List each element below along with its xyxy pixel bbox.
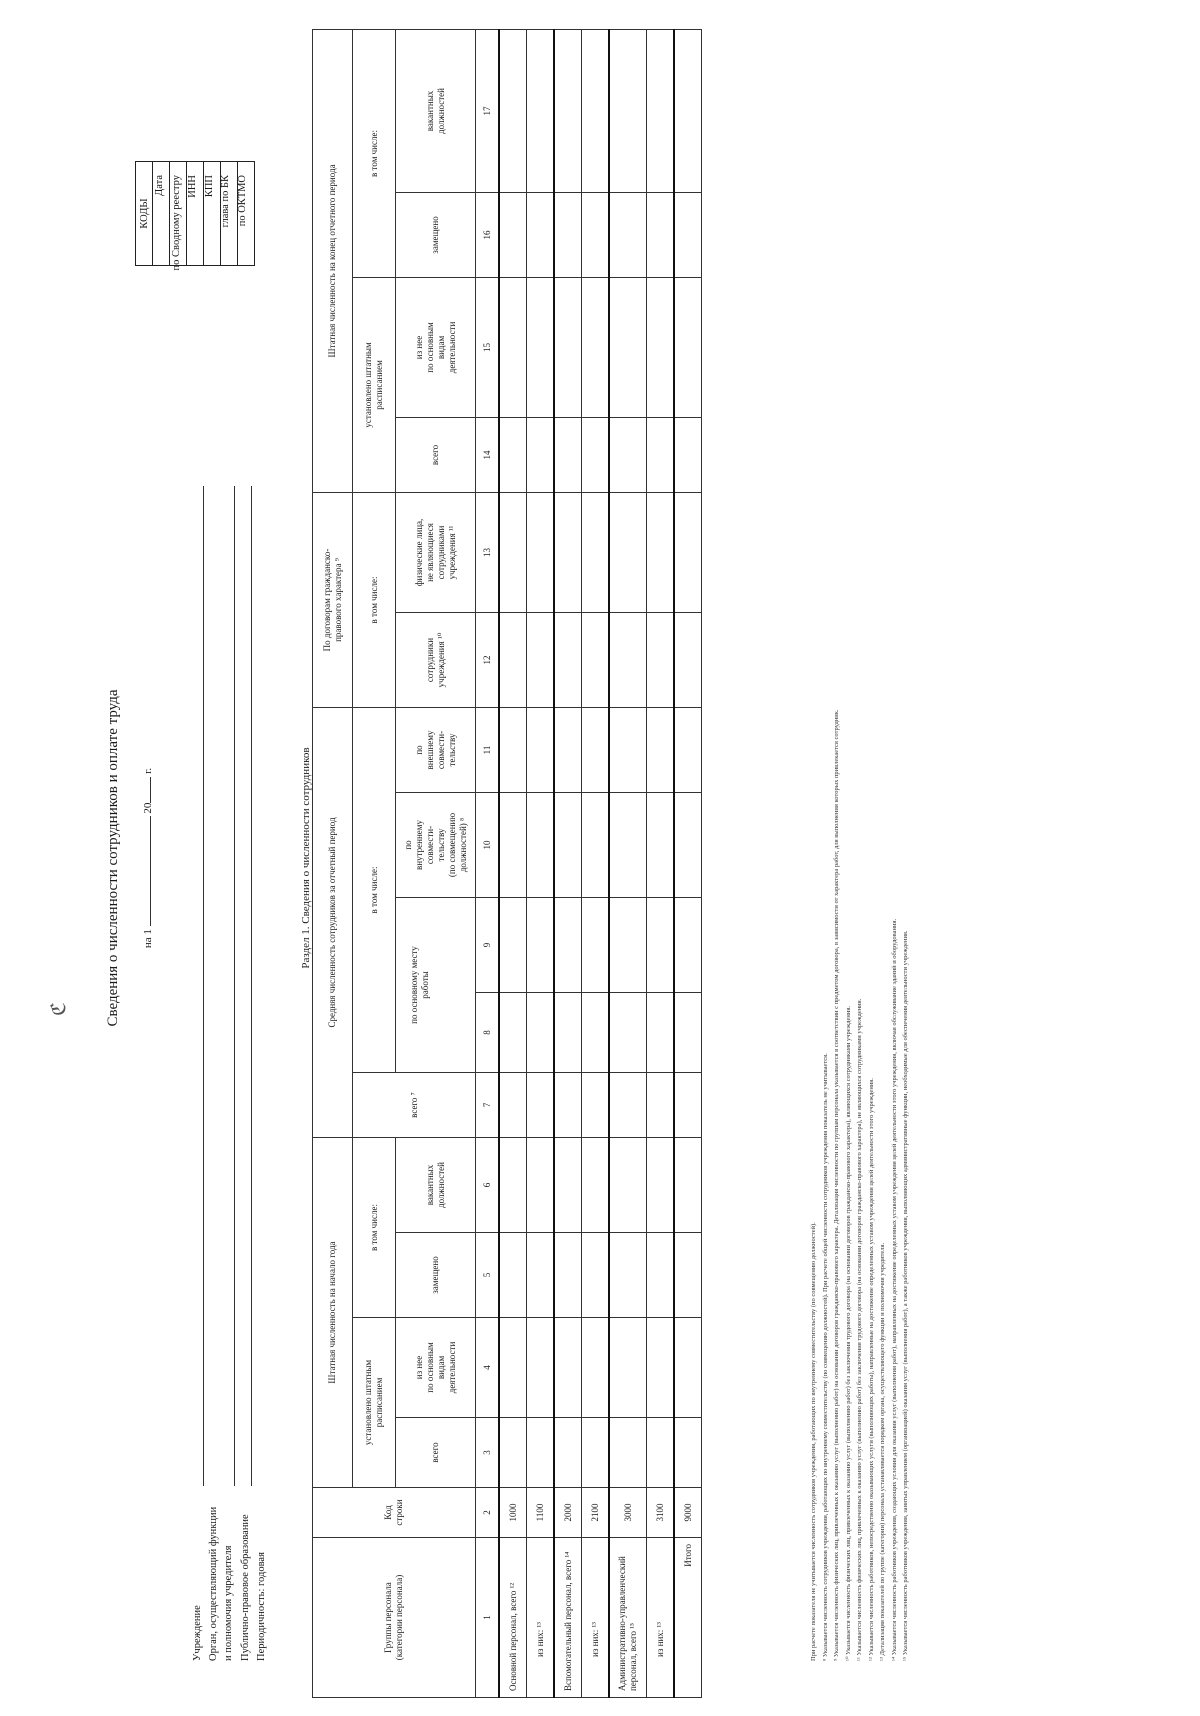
data-cell[interactable] [554, 492, 582, 612]
code-label-bk: глава по БК [220, 175, 231, 228]
row-group-name: из них: ¹³ [527, 1538, 555, 1698]
data-cell[interactable] [554, 1318, 582, 1418]
data-cell[interactable] [499, 1318, 527, 1418]
codes-header: КОДЫ [136, 162, 153, 266]
code-cell-kpp[interactable] [204, 162, 221, 266]
row-group-name: из них: ¹³ [582, 1538, 610, 1698]
code-cell-oktmo[interactable] [238, 162, 255, 266]
data-cell[interactable] [674, 29, 702, 192]
data-cell[interactable] [554, 993, 582, 1073]
data-cell[interactable] [554, 1418, 582, 1488]
data-cell[interactable] [527, 1318, 555, 1418]
col-num: 8 [476, 993, 500, 1073]
col-header-code: Код строки [313, 1488, 476, 1538]
col-num: 7 [476, 1073, 500, 1138]
row-code: 1000 [499, 1488, 527, 1538]
data-cell[interactable] [674, 1233, 702, 1318]
data-cell[interactable] [527, 613, 555, 708]
data-cell[interactable] [554, 1138, 582, 1233]
footnote: ¹¹ Указывается численность физических лиц, привлеченных к оказанию услуг (выполнению работ) без заключения трудового договора (на основании договоров гражданско-правового характера), не являющихся сотрудниками учреждения. [856, 998, 863, 1661]
data-cell[interactable] [499, 29, 527, 192]
data-cell[interactable] [609, 793, 647, 898]
data-cell[interactable] [499, 708, 527, 793]
data-cell[interactable] [609, 417, 647, 492]
col-num: 3 [476, 1418, 500, 1488]
data-cell[interactable] [609, 613, 647, 708]
row-code: 2100 [582, 1488, 610, 1538]
data-cell[interactable] [554, 1073, 582, 1138]
data-cell[interactable] [674, 898, 702, 993]
data-cell[interactable] [674, 708, 702, 793]
data-cell[interactable] [647, 1418, 675, 1488]
data-cell[interactable] [609, 1073, 647, 1138]
data-cell[interactable] [527, 492, 555, 612]
col-num: 15 [476, 277, 500, 417]
data-cell[interactable] [527, 1073, 555, 1138]
org-field-public-entity-line [251, 486, 252, 1486]
data-cell[interactable] [609, 993, 647, 1073]
col-header-incl-begin: в том числе: [353, 1138, 396, 1318]
code-label-registry: по Сводному реестру [170, 175, 182, 271]
data-cell[interactable] [499, 993, 527, 1073]
data-cell[interactable] [582, 1233, 610, 1318]
footnote: ¹⁰ Указывается численность физических лиц, привлеченных к оказанию услуг (выполнению работ) без заключения трудового договора (на основании договоров гражданско-правового характера), являющихся сотрудниками учреждения. [844, 1006, 852, 1661]
table-row [582, 29, 610, 1697]
org-field-founder-2: и полномочия учредителя [223, 1545, 234, 1661]
data-cell[interactable] [499, 793, 527, 898]
data-cell[interactable] [499, 613, 527, 708]
footnote: ⁹ Указывается численность физических лиц, привлеченных к оказанию услуг (выполнению работ) на основании договоров гражданско-правового характера. Детализация численности по группам персонала указывается в соответствии с предметом договора, в зависимости от характера работ, для выполнения которых привлекается сотрудник. [833, 709, 840, 1661]
data-cell[interactable] [647, 1318, 675, 1418]
col-num: 9 [476, 898, 500, 993]
col-num: 16 [476, 192, 500, 277]
code-cell-bk[interactable] [221, 162, 238, 266]
data-cell[interactable] [674, 417, 702, 492]
data-cell[interactable] [609, 708, 647, 793]
data-cell[interactable] [609, 1318, 647, 1418]
org-field-founder-1: Орган, осуществляющий функции [208, 1506, 219, 1661]
col-num: 10 [476, 793, 500, 898]
footnote: ¹³ Детализация показателей по группе (категории) персонала устанавливается порядком органа, осуществляющего функции и полномочия учредителя. [879, 1242, 886, 1661]
data-cell[interactable] [527, 1233, 555, 1318]
data-cell[interactable] [527, 1138, 555, 1233]
data-cell[interactable] [527, 708, 555, 793]
data-cell[interactable] [647, 277, 675, 417]
data-cell[interactable] [674, 1318, 702, 1418]
col-header-civil-incl: в том числе: [353, 492, 396, 707]
data-cell[interactable] [647, 793, 675, 898]
data-cell[interactable] [582, 492, 610, 612]
staff-table [312, 29, 702, 1698]
code-label-kpp: КПП [203, 175, 215, 198]
data-cell[interactable] [609, 277, 647, 417]
col-header-main-place [396, 898, 476, 1073]
data-cell[interactable] [647, 29, 675, 192]
data-cell[interactable] [499, 277, 527, 417]
col-header-staff-end: Штатная численность на конец отчетного периода [313, 29, 353, 492]
data-cell[interactable] [674, 1073, 702, 1138]
total-label: Итого [674, 1538, 702, 1698]
col-num: 1 [476, 1538, 500, 1698]
column-numbers-row [476, 29, 500, 1697]
data-cell[interactable] [582, 277, 610, 417]
data-cell[interactable] [674, 613, 702, 708]
col-header-civil-individuals: физические лица, не являющиеся сотрудниками учреждения ¹¹ [396, 492, 476, 612]
data-cell[interactable] [609, 29, 647, 192]
org-field-founder-line [234, 486, 235, 1486]
data-cell[interactable] [499, 1073, 527, 1138]
data-cell[interactable] [499, 1233, 527, 1318]
col-header-total-begin: всего [396, 1418, 476, 1488]
data-cell[interactable] [582, 613, 610, 708]
data-cell[interactable] [499, 898, 527, 993]
section-title: Раздел 1. Сведения о численности сотрудников [300, 747, 312, 969]
data-cell[interactable] [582, 793, 610, 898]
data-cell[interactable] [554, 277, 582, 417]
footnote: ¹² Указывается численность работников, непосредственно оказывающих услуги (выполняющих работы), направленные на достижение определенных уставом учреждения целей деятельности этого учреждения. [867, 1078, 875, 1661]
col-header-average: Средняя численность сотрудников за отчетный период [313, 708, 353, 1138]
data-cell[interactable] [527, 417, 555, 492]
year-blank [140, 777, 151, 803]
data-cell[interactable] [674, 993, 702, 1073]
data-cell[interactable] [647, 417, 675, 492]
row-group-name: из них: ¹³ [647, 1538, 675, 1698]
data-cell[interactable] [647, 1073, 675, 1138]
col-num: 17 [476, 29, 500, 192]
table-row [647, 29, 675, 1697]
row-group-name: Административно-управленческий персонал, всего ¹⁵ [609, 1538, 647, 1698]
data-cell[interactable] [527, 192, 555, 277]
data-cell[interactable] [647, 993, 675, 1073]
main-place-label: по основному месту работы [409, 946, 430, 1024]
col-num: 14 [476, 417, 500, 492]
data-cell[interactable] [647, 708, 675, 793]
data-cell[interactable] [527, 1418, 555, 1488]
col-header-civil-staff: сотрудники учреждения ¹⁰ [396, 613, 476, 708]
table-row-total [674, 29, 702, 1697]
table-row [527, 29, 555, 1697]
col-header-staff-begin: Штатная численность на начало года [313, 1138, 353, 1488]
col-header-vacant-begin: вакантных должностей [396, 1138, 476, 1233]
col-header-groups: Группы персонала (категории персонала) [313, 1538, 476, 1698]
data-cell[interactable] [554, 613, 582, 708]
form-title: Сведения о численности сотрудников и оплате труда [105, 689, 121, 1027]
data-cell[interactable] [647, 1233, 675, 1318]
col-num: 12 [476, 613, 500, 708]
data-cell[interactable] [582, 1138, 610, 1233]
data-cell[interactable] [674, 1138, 702, 1233]
data-cell[interactable] [582, 29, 610, 192]
data-cell[interactable] [554, 1233, 582, 1318]
data-cell[interactable] [554, 192, 582, 277]
footnote: ⁸ Указывается численность сотрудников учреждения, работающих по внутреннему совместительству (по совмещению должностей). При расчете общей численности сотрудников учреждения показатель не учитывается. [821, 1053, 829, 1661]
data-cell[interactable] [647, 1138, 675, 1233]
scan-smudge-mark: ℭ [48, 1001, 70, 1016]
col-header-avg-total: всего ⁷ [353, 1073, 476, 1138]
org-field-periodicity: Периодичность: годовая [256, 1552, 267, 1661]
data-cell[interactable] [582, 1073, 610, 1138]
row-group-name: Основной персонал, всего ¹² [499, 1538, 527, 1698]
org-field-institution-line [203, 486, 204, 1486]
data-cell[interactable] [582, 1318, 610, 1418]
col-num: 6 [476, 1138, 500, 1233]
data-cell[interactable] [609, 1418, 647, 1488]
table-row [609, 29, 647, 1697]
col-header-main-begin: из нее по основным видам деятельности [396, 1318, 476, 1418]
col-num: 5 [476, 1233, 500, 1318]
data-cell[interactable] [582, 708, 610, 793]
data-cell[interactable] [647, 898, 675, 993]
data-cell[interactable] [527, 898, 555, 993]
date-year-prefix: 20 [142, 802, 154, 814]
data-cell[interactable] [647, 613, 675, 708]
date-blank [140, 816, 151, 926]
col-header-vacant-end: вакантных должностей [396, 29, 476, 192]
footnote: При расчете показателя не учитывается численность сотрудников учреждения, работающих по внутреннему совместительству (по совмещению должностей). [810, 1222, 817, 1661]
col-header-avg-incl: в том числе: [353, 708, 396, 1073]
table-row [554, 29, 582, 1697]
col-header-filled-end: замещено [396, 192, 476, 277]
col-header-established-end: установлено штатным расписанием [353, 277, 396, 492]
data-cell[interactable] [674, 192, 702, 277]
date-prefix: на 1 [142, 929, 154, 949]
data-cell[interactable] [674, 492, 702, 612]
data-cell[interactable] [554, 417, 582, 492]
col-header-incl-end: в том числе: [353, 29, 396, 277]
col-header-internal: по внутреннему совмести- тельству (по совмещению должностей) ⁸ [396, 793, 476, 898]
org-field-institution: Учреждение [192, 1605, 203, 1661]
footnote: ¹⁵ Указывается численность работников учреждения, занятых управлением (организацией) оказания услуг (выполнения работ), а также работников учреждения, выполняющих административные функции, необходимые для обеспечения деятельности учреждения. [902, 930, 909, 1661]
data-cell[interactable] [609, 1138, 647, 1233]
code-cell-inn[interactable] [187, 162, 204, 266]
footnote: ¹⁴ Указывается численность работников учреждения, создающих условия для оказания услуг (выполнения работ), направленных на достижение определенных уставом учреждения целей деятельности этого учреждения, включая обслуживание зданий и оборудования. [890, 918, 898, 1661]
data-cell[interactable] [674, 277, 702, 417]
total-code: 9000 [674, 1488, 702, 1538]
row-group-name: Вспомогательный персонал, всего ¹⁴ [554, 1538, 582, 1698]
data-cell[interactable] [582, 192, 610, 277]
org-field-public-entity: Публично-правовое образование [240, 1514, 251, 1661]
col-num: 13 [476, 492, 500, 612]
data-cell[interactable] [582, 993, 610, 1073]
codes-box [135, 161, 255, 266]
code-label-date: Дата [154, 175, 165, 196]
row-code: 3000 [609, 1488, 647, 1538]
data-cell[interactable] [499, 192, 527, 277]
data-cell[interactable] [674, 1418, 702, 1488]
data-cell[interactable] [554, 898, 582, 993]
footnotes [808, 41, 912, 1661]
data-cell[interactable] [582, 1418, 610, 1488]
col-num: 2 [476, 1488, 500, 1538]
code-cell-date[interactable] [153, 162, 170, 266]
data-cell[interactable] [527, 277, 555, 417]
data-cell[interactable] [499, 1138, 527, 1233]
data-cell[interactable] [647, 492, 675, 612]
data-cell[interactable] [527, 793, 555, 898]
data-cell[interactable] [499, 492, 527, 612]
data-cell[interactable] [609, 192, 647, 277]
col-header-filled-begin: замещено [396, 1233, 476, 1318]
data-cell[interactable] [554, 708, 582, 793]
row-code: 1100 [527, 1488, 555, 1538]
col-header-total-end: всего [396, 417, 476, 492]
data-cell[interactable] [609, 1233, 647, 1318]
col-num: 4 [476, 1318, 500, 1418]
code-label-oktmo: по ОКТМО [236, 175, 248, 227]
data-cell[interactable] [582, 898, 610, 993]
date-year-suffix: г. [142, 767, 154, 774]
code-cell-registry[interactable] [170, 162, 187, 266]
data-cell[interactable] [527, 29, 555, 192]
data-cell[interactable] [499, 417, 527, 492]
data-cell[interactable] [582, 417, 610, 492]
table-row [499, 29, 527, 1697]
data-cell[interactable] [527, 993, 555, 1073]
code-label-inn: ИНН [187, 175, 198, 198]
col-header-established-begin: установлено штатным расписанием [353, 1318, 396, 1488]
data-cell[interactable] [554, 793, 582, 898]
col-header-main-end: из нее по основным видам деятельности [396, 277, 476, 417]
col-header-civil: По договорам гражданско- правового характера ⁹ [313, 492, 353, 707]
data-cell[interactable] [554, 29, 582, 192]
col-num: 11 [476, 708, 500, 793]
col-header-external: по внешнему совмести- тельству [396, 708, 476, 793]
data-cell[interactable] [609, 492, 647, 612]
data-cell[interactable] [499, 1418, 527, 1488]
data-cell[interactable] [609, 898, 647, 993]
data-cell[interactable] [674, 793, 702, 898]
row-code: 3100 [647, 1488, 675, 1538]
row-code: 2000 [554, 1488, 582, 1538]
data-cell[interactable] [647, 192, 675, 277]
